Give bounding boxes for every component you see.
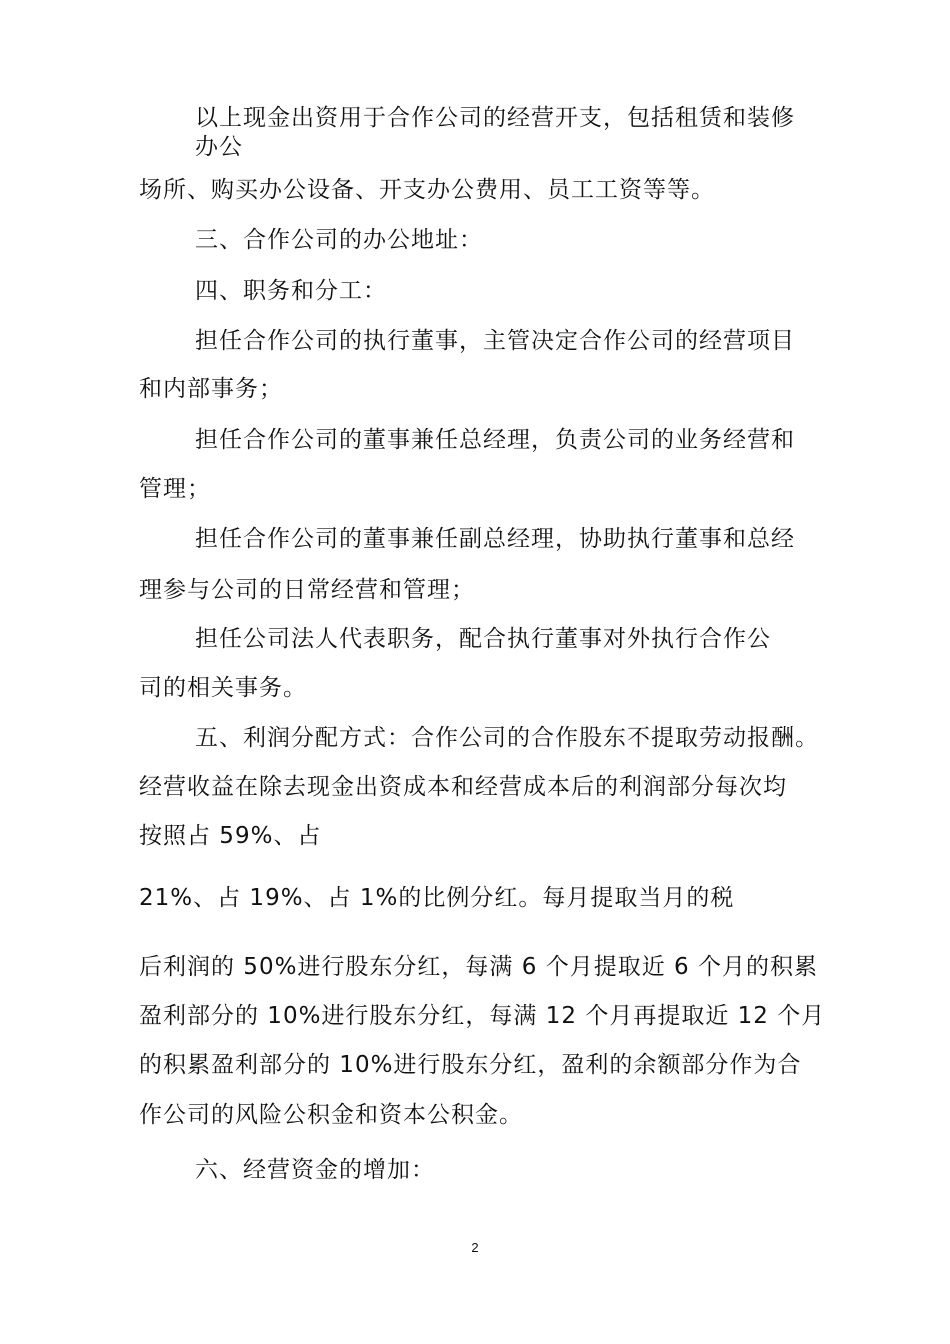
text-line: 理参与公司的日常经营和管理； — [139, 577, 475, 603]
text-line: 场所、购买办公设备、开支办公费用、员工工资等等。 — [139, 177, 715, 203]
text-line: 担任合作公司的执行董事，主管决定合作公司的经营项目 — [195, 328, 795, 354]
text-line: 的积累盈利部分的 10%进行股东分红，盈利的余额部分作为合 — [139, 1052, 802, 1078]
text-line: 盈利部分的 10%进行股东分红，每满 12 个月再提取近 12 个月 — [139, 1003, 826, 1029]
text-line: 管理； — [139, 476, 211, 502]
text-line: 办公 — [195, 134, 243, 160]
section-heading: 五、利润分配方式：合作公司的合作股东不提取劳动报酬。 — [195, 725, 819, 751]
text-line: 担任合作公司的董事兼任副总经理，协助执行董事和总经 — [195, 526, 795, 552]
text-line: 21%、占 19%、占 1%的比例分红。每月提取当月的税 — [139, 885, 735, 911]
text-line: 和内部事务； — [139, 376, 283, 402]
section-heading: 六、经营资金的增加： — [195, 1157, 435, 1183]
section-heading: 三、合作公司的办公地址： — [195, 227, 483, 253]
text-line: 经营收益在除去现金出资成本和经营成本后的利润部分每次均 — [139, 774, 787, 800]
text-line: 后利润的 50%进行股东分红，每满 6 个月提取近 6 个月的积累 — [139, 954, 818, 980]
text-line: 按照占 59%、占 — [139, 823, 322, 849]
text-line: 以上现金出资用于合作公司的经营开支，包括租赁和装修 — [195, 105, 795, 131]
section-heading: 四、职务和分工： — [195, 278, 387, 304]
page-number: 2 — [471, 1240, 479, 1255]
text-line: 担任合作公司的董事兼任总经理，负责公司的业务经营和 — [195, 427, 795, 453]
text-line: 担任公司法人代表职务，配合执行董事对外执行合作公 — [195, 626, 771, 652]
text-line: 作公司的风险公积金和资本公积金。 — [139, 1102, 523, 1128]
text-line: 司的相关事务。 — [139, 675, 307, 701]
